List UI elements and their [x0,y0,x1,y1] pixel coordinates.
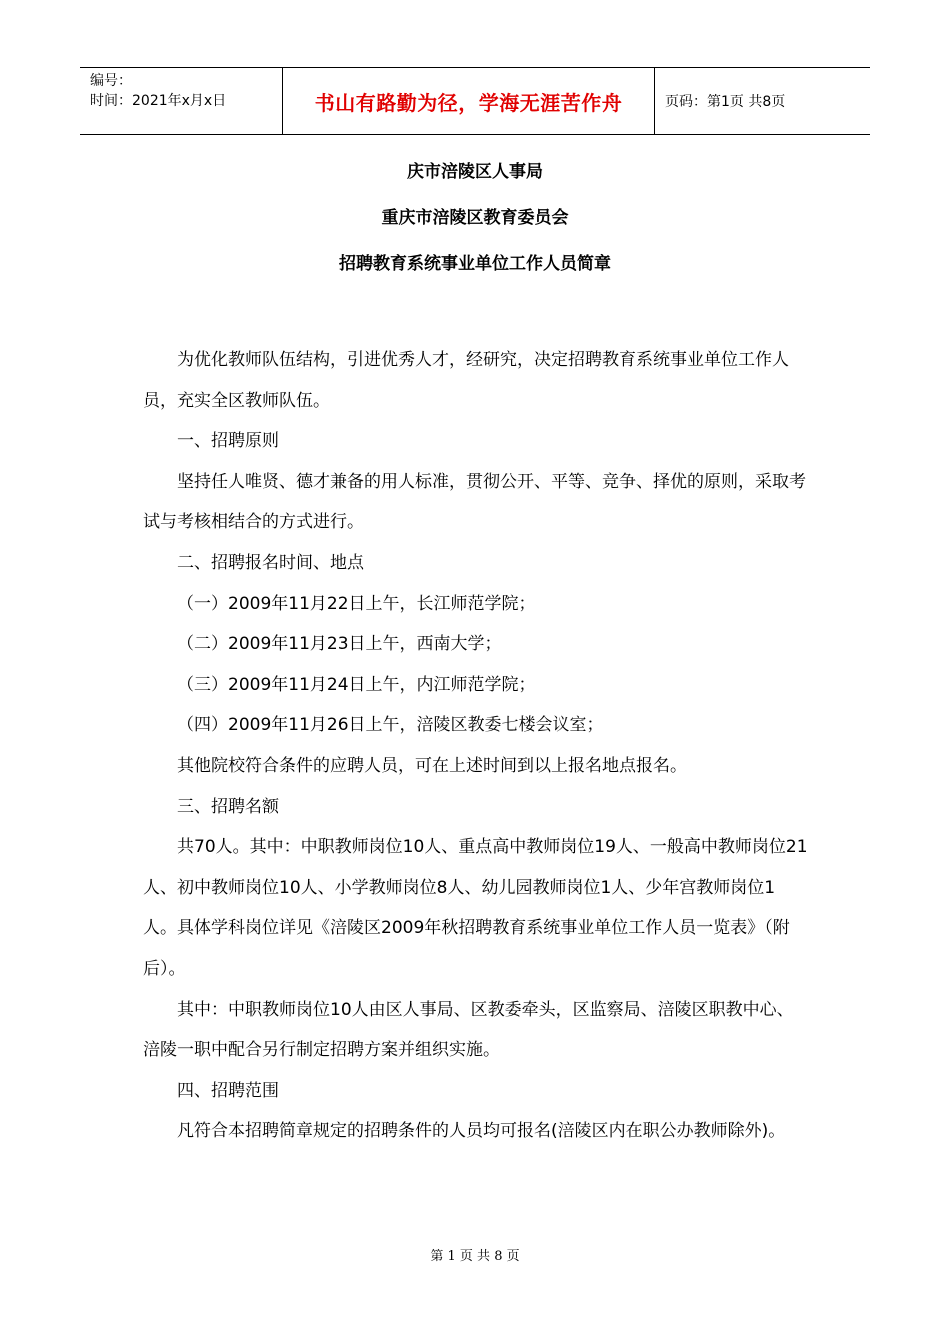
paragraph-principles: 坚持任人唯贤、德才兼备的用人标准，贯彻公开、平等、竞争、择优的原则，采取考试与考核相结合的方式进行。 [143,471,806,533]
header-motto: 书山有路勤为径，学海无涯苦作舟 [282,68,655,134]
section-heading-time-place: 二、招聘报名时间、地点 [177,552,364,573]
list-item-session-2: （二）2009年11月23日上午，西南大学； [177,634,502,655]
paragraph-other-schools: 其他院校符合条件的应聘人员，可在上述时间到以上报名地点报名。 [177,755,687,776]
document-number-label: 编号： [90,73,132,89]
list-item-session-1: （一）2009年11月22日上午，长江师范学院； [177,593,536,614]
title-line-3: 招聘教育系统事业单位工作人员简章 [339,254,611,274]
paragraph-vocational: 其中：中职教师岗位10人由区人事局、区教委牵头，区监察局、涪陵区职教中心、涪陵一职中配合另行制定招聘方案并组织实施。 [143,999,794,1061]
document-date: 时间：2021年x月x日 [90,93,227,109]
document-body [143,340,808,1152]
page-footer: 第 1 页 共 8 页 [430,1249,520,1264]
section-heading-quota: 三、招聘名额 [177,796,279,817]
section-heading-principles: 一、招聘原则 [177,431,279,452]
paragraph-scope: 凡符合本招聘简章规定的招聘条件的人员均可报名(涪陵区内在职公办教师除外)。 [177,1121,786,1142]
paragraph-quota: 共70人。其中：中职教师岗位10人、重点高中教师岗位19人、一般高中教师岗位21人、初中教师岗位10人、小学教师岗位8人、幼儿园教师岗位1人、少年宫教师岗位1人。具体学科岗位详见《涪陵区2009年秋招聘教育系统事业单位工作人员一览表》（附后）。 [143,837,808,979]
header-page-info: 页码：第1页 共8页 [665,94,786,110]
document-titles [0,156,950,294]
title-line-2: 重庆市涪陵区教育委员会 [381,208,569,228]
paragraph-intro: 为优化教师队伍结构，引进优秀人才，经研究，决定招聘教育系统事业单位工作人员，充实全区教师队伍。 [143,350,789,411]
title-line-1: 庆市涪陵区人事局 [407,162,543,182]
list-item-session-3: （三）2009年11月24日上午，内江师范学院； [177,674,536,695]
list-item-session-4: （四）2009年11月26日上午，涪陵区教委七楼会议室； [177,715,604,736]
document-header [80,67,870,135]
header-meta [80,68,282,134]
section-heading-scope: 四、招聘范围 [177,1080,279,1101]
